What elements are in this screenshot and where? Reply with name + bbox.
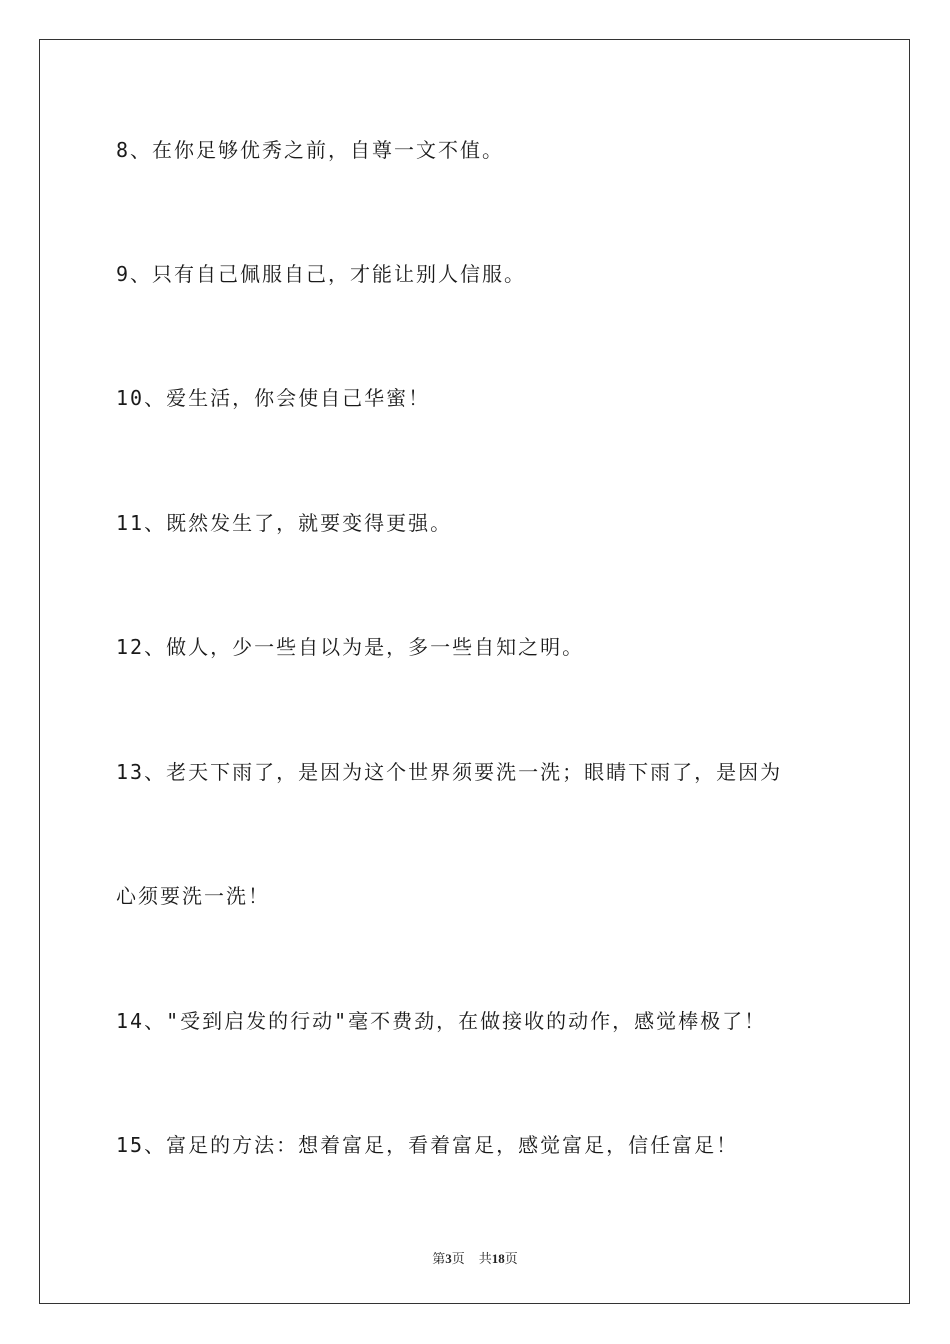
text-line: 11、既然发生了，就要变得更强。 [116, 511, 453, 535]
text-line: 12、做人，少一些自以为是，多一些自知之明。 [116, 635, 585, 659]
total-pages: 18 [491, 1251, 505, 1266]
total-suffix: 页 [504, 1251, 518, 1266]
page-prefix: 第 [432, 1251, 446, 1266]
page-footer [0, 1248, 950, 1267]
text-line: 13、老天下雨了，是因为这个世界须要洗一洗；眼睛下雨了，是因为 [116, 760, 783, 784]
text-line: 10、爱生活，你会使自己华蜜！ [116, 386, 431, 410]
page-frame [39, 39, 910, 1304]
page-suffix: 页 [451, 1251, 465, 1266]
text-line: 15、富足的方法：想着富足，看着富足，感觉富足，信任富足！ [116, 1133, 739, 1157]
text-line: 14、"受到启发的行动"毫不费劲，在做接收的动作，感觉棒极了！ [116, 1009, 767, 1033]
text-line: 9、只有自己佩服自己，才能让别人信服。 [116, 262, 527, 286]
text-line: 8、在你足够优秀之前，自尊一文不值。 [116, 138, 505, 162]
text-line: 心须要洗一洗！ [116, 884, 270, 908]
page-number: 3 [445, 1251, 452, 1266]
total-prefix: 共 [478, 1251, 492, 1266]
